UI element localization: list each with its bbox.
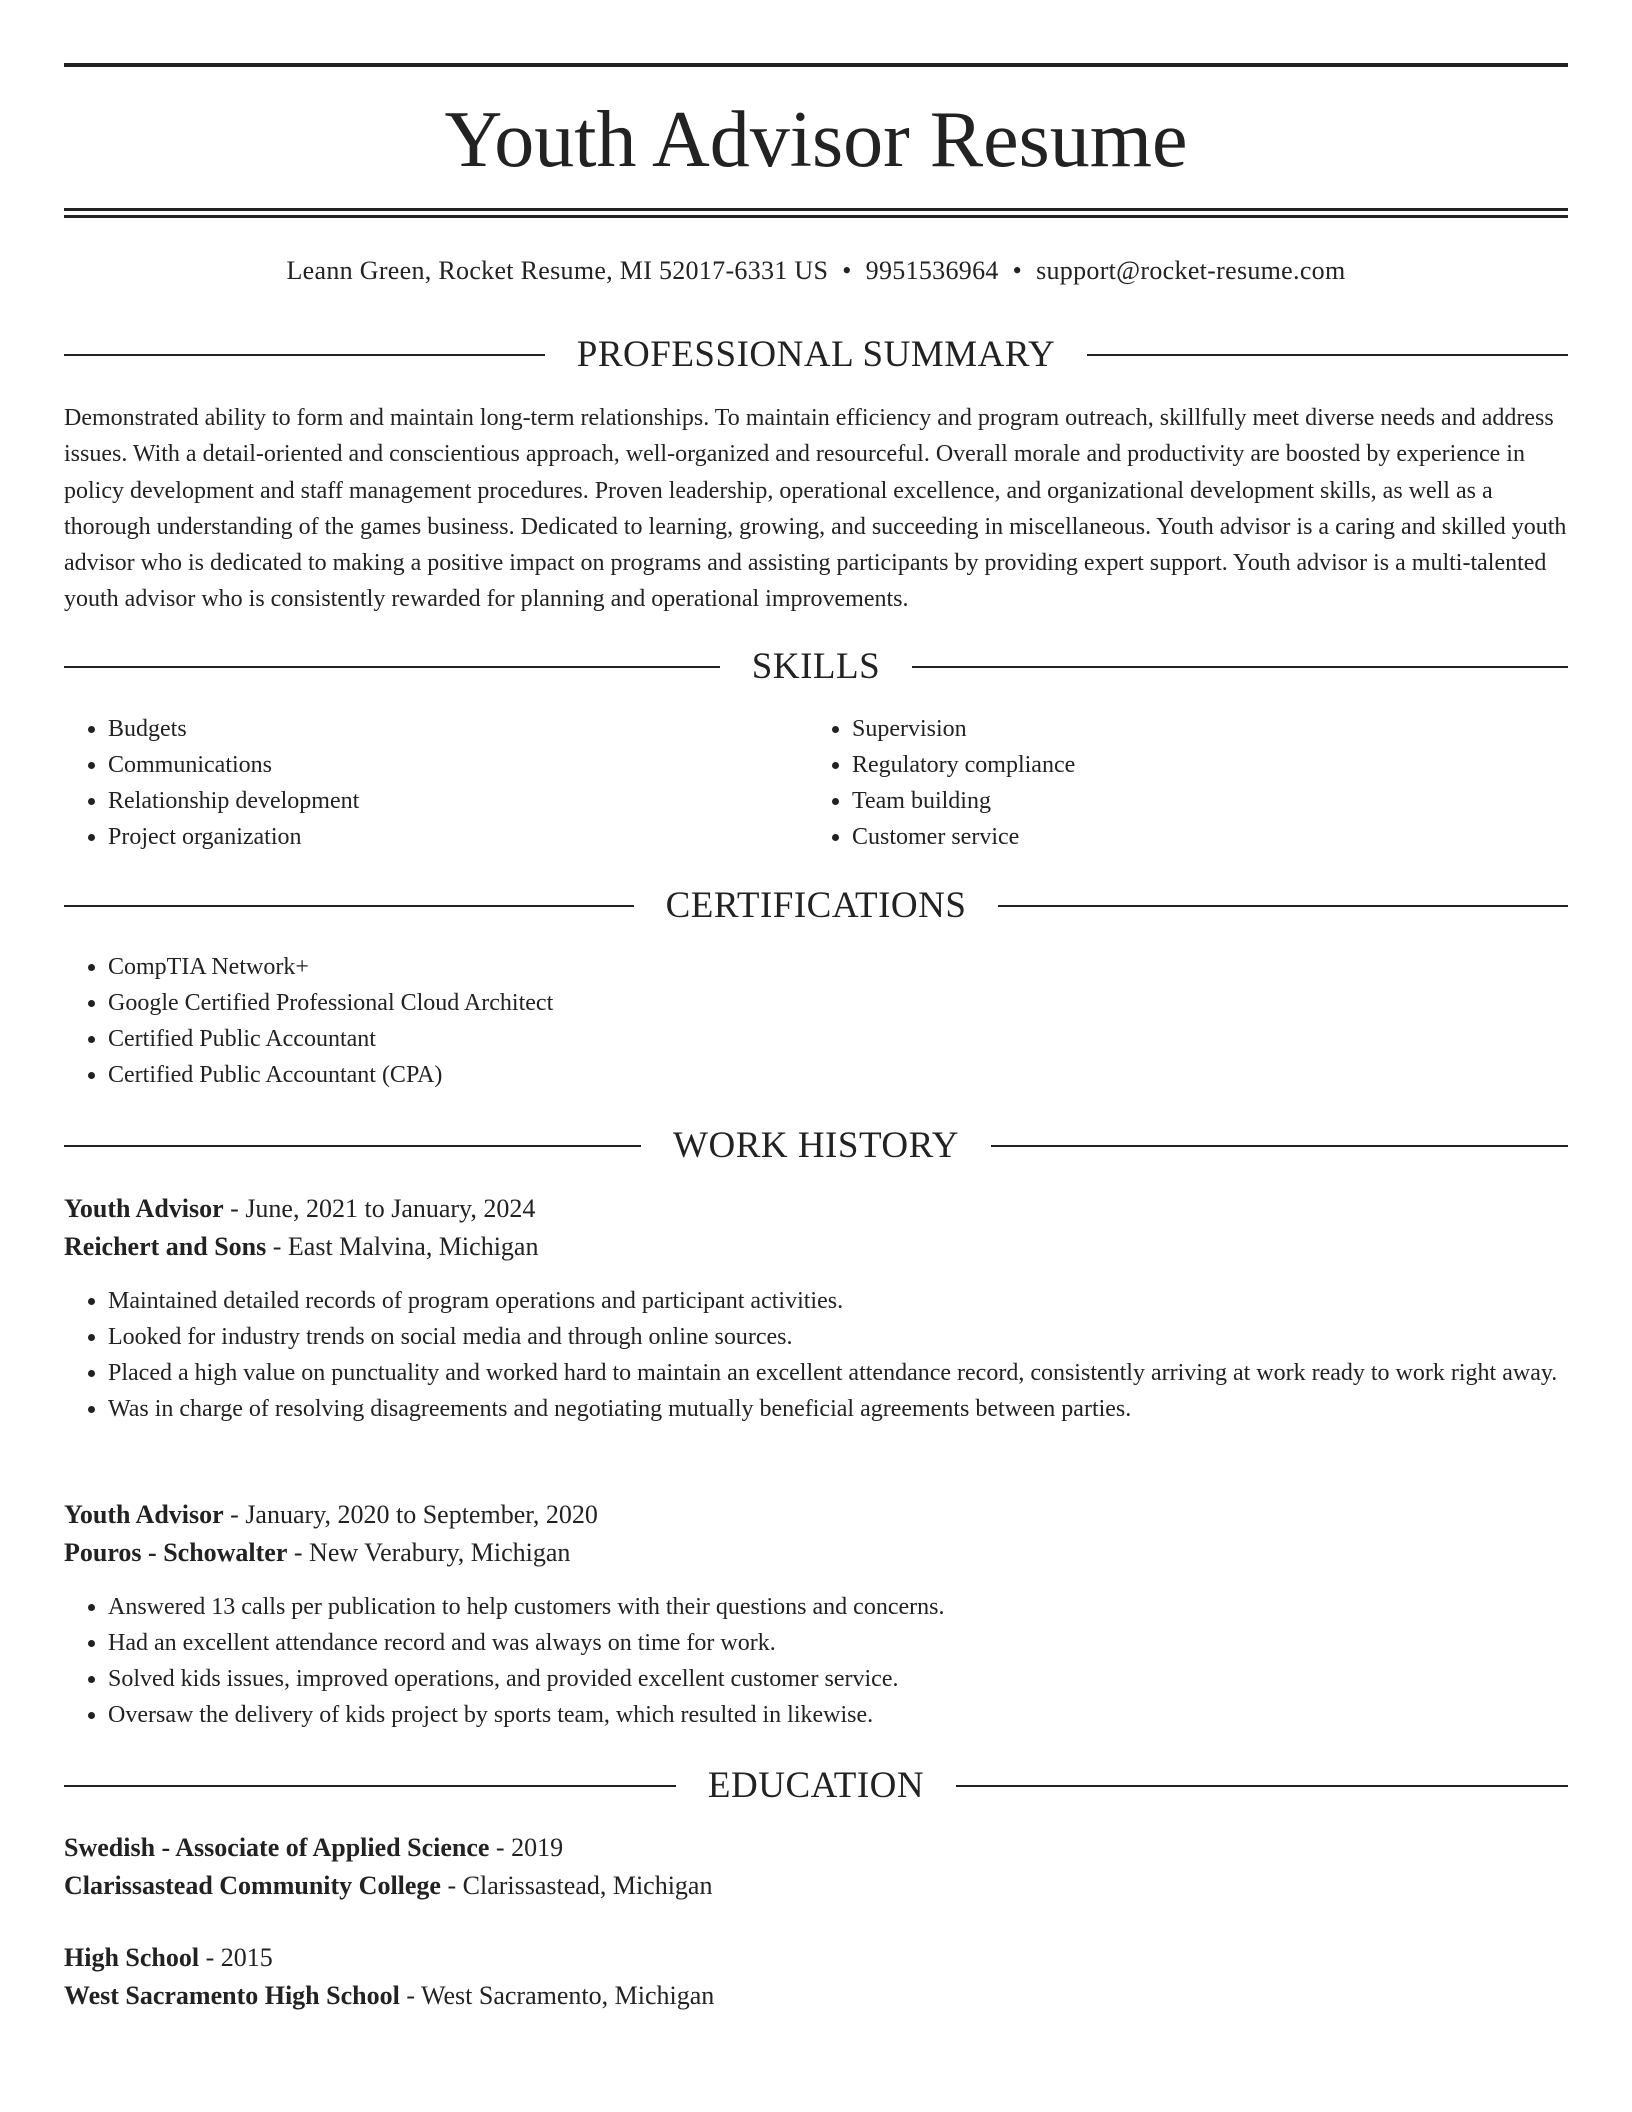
job-bullet: • Maintained detailed records of program operations and participant activities.: [108, 1283, 1568, 1319]
education-year: - 2015: [199, 1943, 273, 1972]
heading-rule: [956, 1785, 1568, 1787]
section-heading-certifications: [64, 884, 1568, 928]
page-title: Youth Advisor Resume: [444, 96, 1188, 184]
job-title: Youth Advisor: [64, 1194, 224, 1223]
contact-address: Leann Green, Rocket Resume, MI 52017-6331 US: [286, 256, 829, 285]
section-title: SKILLS: [751, 646, 881, 687]
heading-rule: [64, 1785, 676, 1787]
skill-item: • Team building: [852, 783, 1075, 819]
education-location: - Clarissastead, Michigan: [440, 1871, 713, 1900]
job-company-line: [64, 1534, 1568, 1572]
job-dates: - June, 2021 to January, 2024: [223, 1194, 536, 1223]
skill-item: • Regulatory compliance: [852, 747, 1075, 783]
section-heading-work-history: [64, 1124, 1568, 1168]
job-bullet: • Answered 13 calls per publication to help customers with their questions and concerns.: [108, 1589, 1568, 1625]
heading-rule: [64, 905, 634, 907]
contact-line: [64, 254, 1568, 288]
job-company: Reichert and Sons: [64, 1232, 267, 1261]
heading-rule: [64, 354, 545, 356]
job-entry: [64, 1496, 1568, 1572]
education-degree: Swedish - Associate of Applied Science: [64, 1833, 490, 1862]
job-bullets: [64, 1589, 1568, 1733]
job-dates: - January, 2020 to September, 2020: [223, 1500, 598, 1529]
skills-list-left: [64, 711, 359, 855]
education-entry: [64, 1829, 1568, 1905]
job-entry: [64, 1190, 1568, 1266]
heading-rule: [64, 1145, 641, 1147]
certification-item: • Google Certified Professional Cloud Architect: [108, 985, 1568, 1021]
job-title: Youth Advisor: [64, 1500, 224, 1529]
skill-item: • Supervision: [852, 711, 1075, 747]
heading-rule: [912, 666, 1568, 668]
education-school: West Sacramento High School: [64, 1981, 400, 2010]
section-title: WORK HISTORY: [673, 1125, 959, 1166]
skill-item: • Relationship development: [108, 783, 359, 819]
title-double-rule: [64, 208, 1568, 218]
job-company-line: [64, 1228, 1568, 1266]
job-location: - East Malvina, Michigan: [266, 1232, 539, 1261]
job-title-line: [64, 1496, 1568, 1534]
job-location: - New Verabury, Michigan: [287, 1538, 571, 1567]
heading-rule: [991, 1145, 1568, 1147]
certification-item: • Certified Public Accountant (CPA): [108, 1057, 1568, 1093]
education-school-line: [64, 1977, 1568, 2015]
job-company: Pouros - Schowalter: [64, 1538, 288, 1567]
education-degree-line: [64, 1829, 1568, 1867]
job-bullet: • Was in charge of resolving disagreements and negotiating mutually beneficial agreements between parties.: [108, 1391, 1568, 1427]
education-school: Clarissastead Community College: [64, 1871, 441, 1900]
contact-separator: •: [842, 256, 852, 285]
education-school-line: [64, 1867, 1568, 1905]
education-year: - 2019: [489, 1833, 564, 1862]
skill-item: • Budgets: [108, 711, 359, 747]
contact-separator: •: [1012, 256, 1023, 285]
job-bullet: • Placed a high value on punctuality and worked hard to maintain an excellent attendance record, consistently arriving at work ready to work right away.: [108, 1355, 1568, 1391]
contact-email: support@rocket-resume.com: [1036, 256, 1346, 285]
education-entry: [64, 1939, 1568, 2015]
job-bullets: [64, 1283, 1568, 1427]
section-heading-skills: [64, 645, 1568, 689]
job-bullet: • Solved kids issues, improved operations, and provided excellent customer service.: [108, 1661, 1568, 1697]
certification-item: • Certified Public Accountant: [108, 1021, 1568, 1057]
education-location: - West Sacramento, Michigan: [399, 1981, 715, 2010]
skill-item: • Communications: [108, 747, 359, 783]
section-title: EDUCATION: [707, 1765, 925, 1806]
job-bullet: • Oversaw the delivery of kids project by sports team, which resulted in likewise.: [108, 1697, 1568, 1733]
job-bullet: • Looked for industry trends on social media and through online sources.: [108, 1319, 1568, 1355]
heading-rule: [1087, 354, 1568, 356]
section-title: PROFESSIONAL SUMMARY: [576, 334, 1056, 375]
certifications-list: [64, 949, 1568, 1093]
certification-item: • CompTIA Network+: [108, 949, 1568, 985]
education-degree-line: [64, 1939, 1568, 1977]
skill-item: • Customer service: [852, 819, 1075, 855]
heading-rule: [998, 905, 1568, 907]
job-title-line: [64, 1190, 1568, 1228]
section-heading-summary: [64, 333, 1568, 377]
skills-list-right: [808, 711, 1075, 855]
education-degree: High School: [64, 1943, 200, 1972]
summary-paragraph: Demonstrated ability to form and maintain long-term relationships. To maintain efficiency and program outreach, skillfully meet diverse needs and address issues. With a detail-oriented and conscientious approach, well-organized and resourceful. Overall morale and productivity are boosted by experience in policy development and staff management procedures. Proven leadership, operational excellence, and organizational development skills, as well as a thorough understanding of the games business. Dedicated to learning, growing, and succeeding in miscellaneous. Youth advisor is a caring and skilled youth advisor who is dedicated to making a positive impact on programs and assisting participants by providing expert support. Youth advisor is a multi-talented youth advisor who is consistently rewarded for planning and operational improvements.: [64, 405, 1567, 613]
job-bullet: • Had an excellent attendance record and was always on time for work.: [108, 1625, 1568, 1661]
heading-rule: [64, 666, 720, 668]
skill-item: • Project organization: [108, 819, 359, 855]
section-heading-education: [64, 1764, 1568, 1808]
contact-phone: 9951536964: [865, 256, 999, 285]
section-title: CERTIFICATIONS: [665, 885, 967, 926]
top-rule: [64, 63, 1568, 67]
